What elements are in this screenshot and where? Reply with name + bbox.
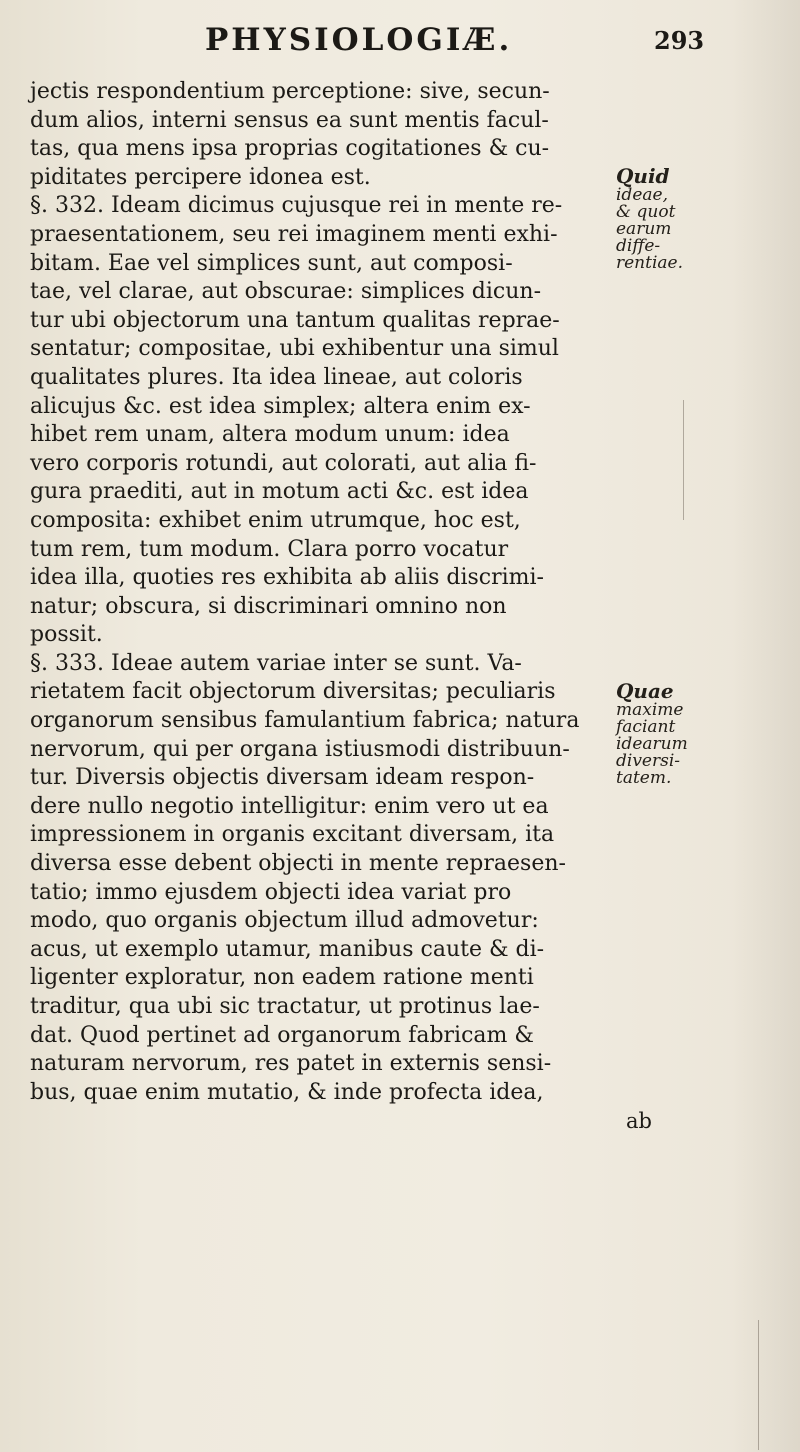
text-line: §. 332. Ideam dicimus cujusque rei in mente re- xyxy=(30,193,563,219)
margin-note-line: Quid xyxy=(616,164,670,188)
text-line: alicujus &c. est idea simplex; altera enim ex- xyxy=(30,393,531,419)
text-line: dum alios, interni sensus ea sunt mentis facul- xyxy=(30,107,549,133)
text-line: tatio; immo ejusdem objecti idea variat pro xyxy=(30,879,512,905)
margin-note-line: tatem. xyxy=(616,768,672,788)
text-line: ligenter exploratur, non eadem ratione menti xyxy=(30,965,534,991)
text-line: hibet rem unam, altera modum unum: idea xyxy=(30,422,510,448)
margin-note-line: diversi- xyxy=(616,751,681,771)
margin-note-line: earum xyxy=(616,219,672,239)
text-line: tas, qua mens ipsa proprias cogitationes & cu- xyxy=(30,136,550,162)
text-line: traditur, qua ubi sic tractatur, ut protinus lae- xyxy=(30,994,540,1019)
margin-note-line: faciant xyxy=(616,717,676,737)
text-line: composita: exhibet enim utrumque, hoc est, xyxy=(30,507,521,533)
text-line: acus, ut exemplo utamur, manibus caute & di- xyxy=(30,936,545,962)
page-edge-shadow xyxy=(730,0,800,1452)
margin-note-line: idearum xyxy=(616,734,688,754)
show-through-mark xyxy=(683,400,684,520)
catchword: ab xyxy=(626,1109,652,1134)
text-line: qualitates plures. Ita idea lineae, aut coloris xyxy=(30,364,523,390)
margin-note-line: & quot xyxy=(616,202,676,222)
text-line: tur. Diversis objectis diversam ideam respon- xyxy=(30,765,535,791)
text-line: nervorum, qui per organa istiusmodi distribuun- xyxy=(30,736,570,762)
margin-note-ideae xyxy=(616,166,683,272)
page-header xyxy=(0,22,800,70)
margin-note-line: rentiae. xyxy=(616,253,684,273)
margin-note-line: Quae xyxy=(616,679,674,703)
margin-note-line: diffe- xyxy=(616,236,661,256)
text-line: praesentationem, seu rei imaginem menti exhi- xyxy=(30,221,558,247)
text-line: tur ubi objectorum una tantum qualitas reprae- xyxy=(30,307,560,333)
text-line: tum rem, tum modum. Clara porro vocatur xyxy=(30,536,509,562)
text-line: jectis respondentium perceptione: sive, secun- xyxy=(30,79,550,104)
margin-note-diversitas xyxy=(616,681,688,787)
text-line: piditates percipere idonea est. xyxy=(30,164,371,190)
text-line: dat. Quod pertinet ad organorum fabricam & xyxy=(30,1022,534,1048)
text-line: vero corporis rotundi, aut colorati, aut alia fi- xyxy=(30,450,537,476)
text-line: natur; obscura, si discriminari omnino non xyxy=(30,593,507,619)
margin-note-line: maxime xyxy=(616,700,684,720)
text-line: gura praediti, aut in motum acti &c. est idea xyxy=(30,479,529,505)
text-line: naturam nervorum, res patet in externis sensi- xyxy=(30,1051,552,1077)
text-line: dere nullo negotio intelligitur: enim vero ut ea xyxy=(30,793,549,819)
text-line: sentatur; compositae, ubi exhibentur una simul xyxy=(30,336,559,362)
text-line: bus, quae enim mutatio, & inde profecta idea, xyxy=(30,1079,544,1105)
text-line: impressionem in organis excitant diversam, ita xyxy=(30,822,555,848)
text-line: diversa esse debent objecti in mente repraesen- xyxy=(30,851,566,877)
text-line: tae, vel clarae, aut obscurae: simplices dicun- xyxy=(30,279,542,305)
text-line: rietatem facit objectorum diversitas; peculiaris xyxy=(30,679,556,705)
text-line: §. 333. Ideae autem variae inter se sunt. Va- xyxy=(30,650,522,676)
text-line: organorum sensibus famulantium fabrica; natura xyxy=(30,708,580,734)
margin-note-line: ideae, xyxy=(616,185,668,205)
text-line: idea illa, quoties res exhibita ab aliis discrimi- xyxy=(30,565,544,591)
text-line: bitam. Eae vel simplices sunt, aut composi- xyxy=(30,250,513,276)
page-edge-mark xyxy=(758,1320,759,1450)
text-line: modo, quo organis objectum illud admovetur: xyxy=(30,908,539,934)
text-line: possit. xyxy=(30,622,103,648)
running-head: PHYSIOLOGIÆ. xyxy=(205,22,513,58)
page-number: 293 xyxy=(654,26,705,55)
